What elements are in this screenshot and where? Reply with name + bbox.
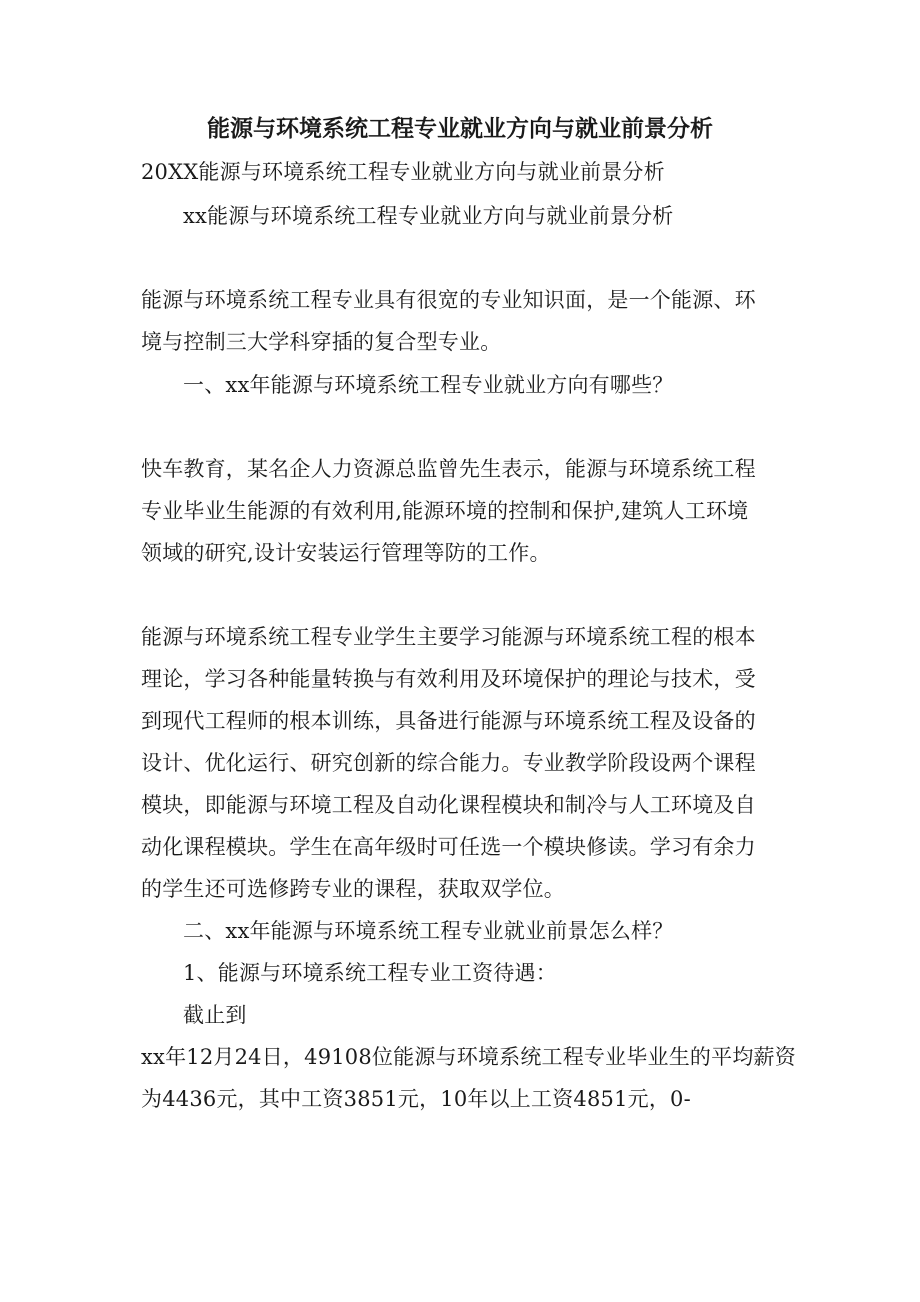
section-heading: 一、xx年能源与环境系统工程专业就业方向有哪些？ <box>183 373 674 397</box>
subtitle-line: 20XX能源与环境系统工程专业就业方向与就业前景分析 <box>141 160 665 184</box>
paragraph-line: 快车教育，某名企人力资源总监曾先生表示，能源与环境系统工程 <box>141 457 756 481</box>
paragraph-line: 截止到 <box>183 1003 247 1027</box>
paragraph-line: 能源与环境系统工程专业学生主要学习能源与环境系统工程的根本 <box>141 625 756 649</box>
subsection-heading: 1、能源与环境系统工程专业工资待遇： <box>183 961 557 985</box>
section-heading: 二、xx年能源与环境系统工程专业就业前景怎么样？ <box>183 919 674 943</box>
paragraph-line: 专业毕业生能源的有效利用,能源环境的控制和保护,建筑人工环境 <box>141 499 749 523</box>
paragraph-line: 设计、优化运行、研究创新的综合能力。专业教学阶段设两个课程 <box>141 751 756 775</box>
subtitle-indented-line: xx能源与环境系统工程专业就业方向与就业前景分析 <box>183 204 674 228</box>
paragraph-line: 领域的研究,设计安装运行管理等防的工作。 <box>141 541 551 565</box>
paragraph-line: 的学生还可选修跨专业的课程，获取双学位。 <box>141 877 565 901</box>
paragraph-line: 模块，即能源与环境工程及自动化课程模块和制冷与人工环境及自 <box>141 793 756 817</box>
paragraph-line: 动化课程模块。学生在高年级时可任选一个模块修读。学习有余力 <box>141 835 756 859</box>
paragraph-line: xx年12月24日，49108位能源与环境系统工程专业毕业生的平均薪资 <box>141 1045 796 1069</box>
paragraph-line: 能源与环境系统工程专业具有很宽的专业知识面，是一个能源、环 <box>141 288 756 312</box>
document-title: 能源与环境系统工程专业就业方向与就业前景分析 <box>207 115 713 142</box>
paragraph-line: 为4436元，其中工资3851元，10年以上工资4851元，0- <box>141 1087 691 1111</box>
paragraph-line: 理论，学习各种能量转换与有效利用及环境保护的理论与技术，受 <box>141 667 756 691</box>
paragraph-line: 到现代工程师的根本训练，具备进行能源与环境系统工程及设备的 <box>141 709 756 733</box>
paragraph-line: 境与控制三大学科穿插的复合型专业。 <box>141 330 502 354</box>
